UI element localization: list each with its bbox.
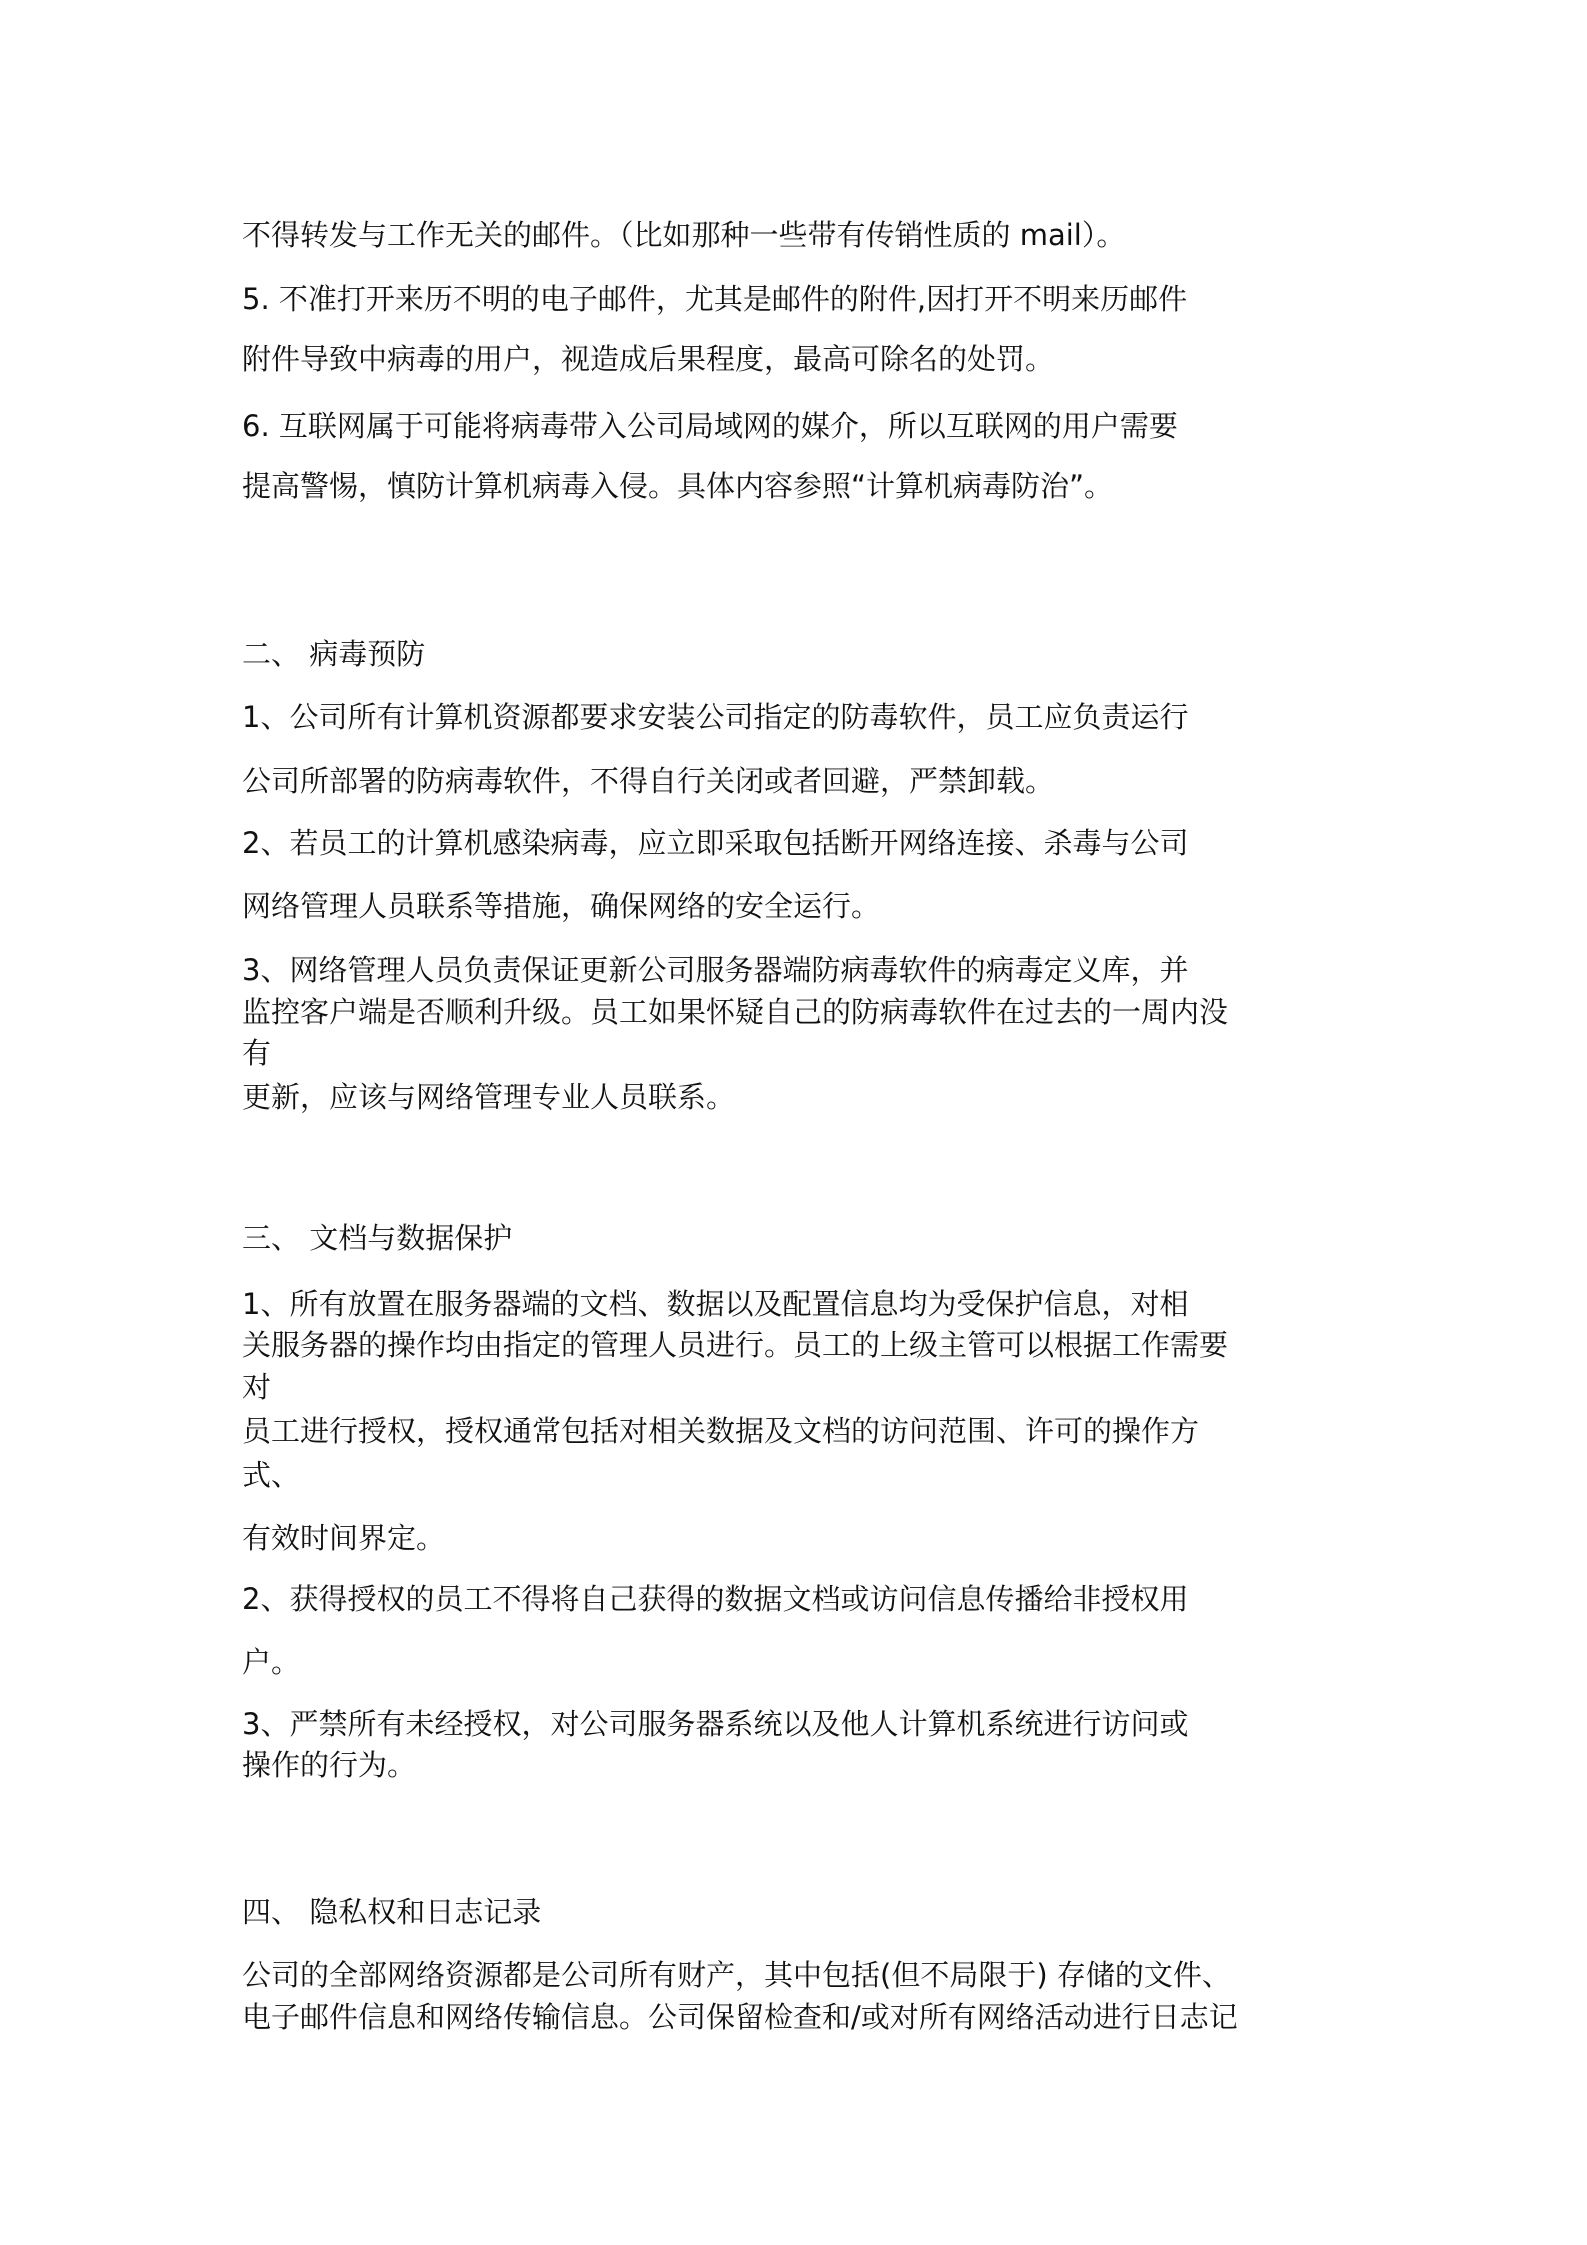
paragraph-line: 有 [242, 1036, 272, 1070]
paragraph-line: 3、网络管理人员负责保证更新公司服务器端防病毒软件的病毒定义库，并 [242, 953, 1189, 987]
paragraph-line: 1、公司所有计算机资源都要求安装公司指定的防毒软件，员工应负责运行 [242, 700, 1189, 734]
paragraph-line: 2、若员工的计算机感染病毒，应立即采取包括断开网络连接、杀毒与公司 [242, 826, 1189, 860]
paragraph-line: 操作的行为。 [242, 1748, 417, 1782]
paragraph-line: 式、 [242, 1458, 301, 1492]
paragraph-line: 户。 [242, 1645, 301, 1679]
paragraph-line: 5. 不准打开来历不明的电子邮件，尤其是邮件的附件,因打开不明来历邮件 [242, 282, 1188, 316]
section-heading: 三、 文档与数据保护 [242, 1221, 513, 1255]
paragraph-line: 有效时间界定。 [242, 1521, 446, 1555]
paragraph-line: 公司的全部网络资源都是公司所有财产，其中包括(但不局限于) 存储的文件、 [242, 1958, 1231, 1992]
paragraph-line: 2、获得授权的员工不得将自己获得的数据文档或访问信息传播给非授权用 [242, 1582, 1189, 1616]
paragraph-line: 6. 互联网属于可能将病毒带入公司局域网的媒介，所以互联网的用户需要 [242, 409, 1178, 443]
paragraph-line: 3、严禁所有未经授权，对公司服务器系统以及他人计算机系统进行访问或 [242, 1707, 1189, 1741]
section-heading: 四、 隐私权和日志记录 [242, 1895, 542, 1929]
paragraph-line: 提高警惕，慎防计算机病毒入侵。具体内容参照“计算机病毒防治”。 [242, 469, 1114, 503]
paragraph-line: 1、所有放置在服务器端的文档、数据以及配置信息均为受保护信息，对相 [242, 1287, 1189, 1321]
paragraph-line: 更新，应该与网络管理专业人员联系。 [242, 1080, 736, 1114]
paragraph-line: 员工进行授权，授权通常包括对相关数据及文档的访问范围、许可的操作方 [242, 1414, 1200, 1448]
paragraph-line: 公司所部署的防病毒软件，不得自行关闭或者回避，严禁卸载。 [242, 764, 1055, 798]
paragraph-line: 网络管理人员联系等措施，确保网络的安全运行。 [242, 889, 881, 923]
paragraph-line: 监控客户端是否顺利升级。员工如果怀疑自己的防病毒软件在过去的一周内没 [242, 995, 1229, 1029]
paragraph-line: 对 [242, 1370, 272, 1404]
paragraph-line: 电子邮件信息和网络传输信息。公司保留检查和/或对所有网络活动进行日志记 [242, 2000, 1238, 2034]
paragraph-line: 附件导致中病毒的用户，视造成后果程度，最高可除名的处罚。 [242, 342, 1055, 376]
section-heading: 二、 病毒预防 [242, 637, 426, 671]
paragraph-line: 不得转发与工作无关的邮件。（比如那种一些带有传销性质的 mail）。 [242, 218, 1126, 252]
paragraph-line: 关服务器的操作均由指定的管理人员进行。员工的上级主管可以根据工作需要 [242, 1328, 1229, 1362]
